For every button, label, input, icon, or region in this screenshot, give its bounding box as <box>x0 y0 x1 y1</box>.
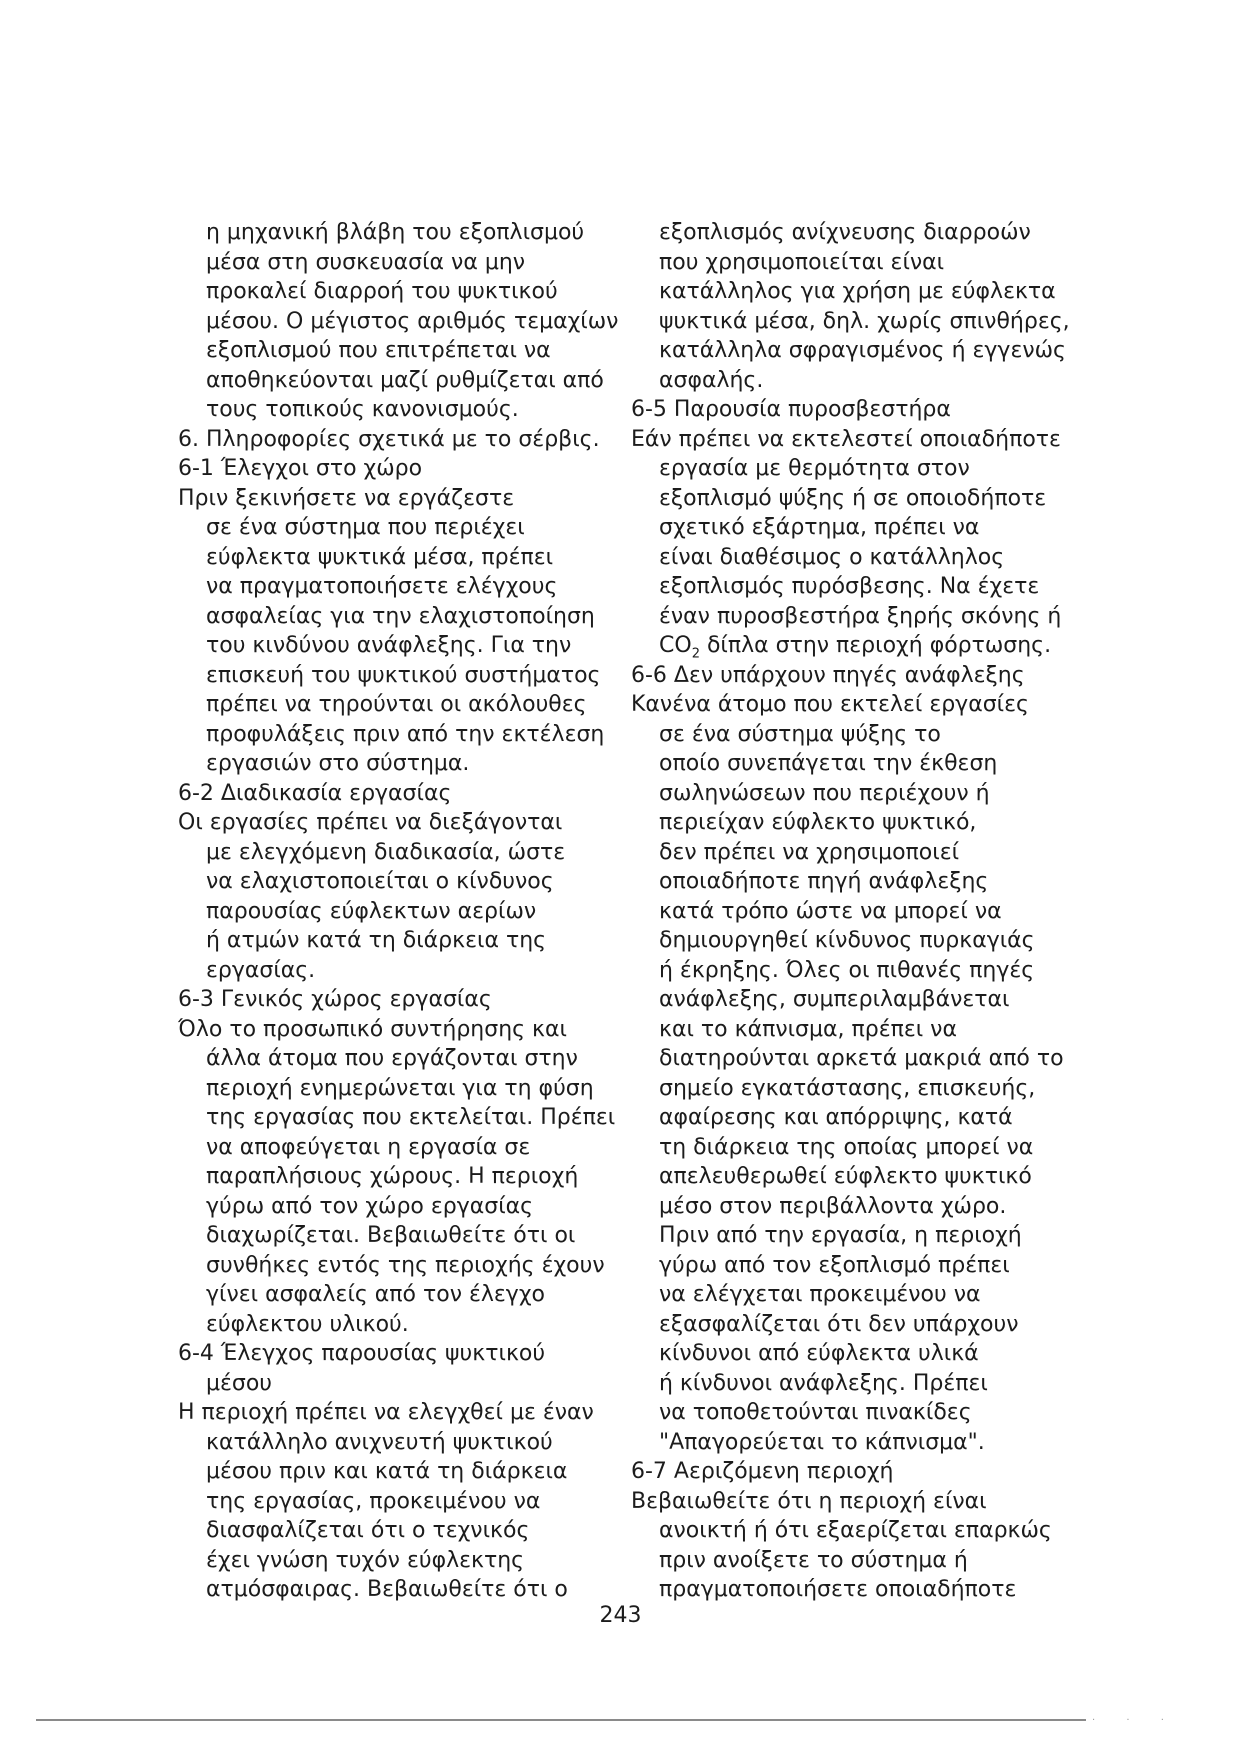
text-line: μέσου <box>206 1370 273 1396</box>
text-line: σχετικό εξάρτημα, πρέπει να <box>659 515 980 540</box>
text-line: 6-3 Γενικός χώρος εργασίας <box>178 987 492 1012</box>
text-line: επισκευή του ψυκτικού συστήματος <box>206 662 601 688</box>
text-line: γίνει ασφαλείς από τον έλεγχο <box>206 1282 545 1307</box>
text-line: σε ένα σύστημα που περιέχει <box>206 515 525 540</box>
text-line: να ελέγχεται προκειμένου να <box>659 1282 981 1307</box>
text-line: εργασίας. <box>206 957 316 983</box>
text-line: ατμόσφαιρας. Βεβαιωθείτε ότι ο <box>206 1577 568 1602</box>
text-line: αποθηκεύονται μαζί ρυθμίζεται από <box>206 367 604 393</box>
text-line: Βεβαιωθείτε ότι η περιοχή είναι <box>631 1488 987 1514</box>
text-line: εξασφαλίζεται ότι δεν υπάρχουν <box>659 1311 1019 1337</box>
text-line: που χρησιμοποιείται είναι <box>659 249 945 275</box>
text-line: Πριν από την εργασία, η περιοχή <box>659 1223 1022 1248</box>
text-line: και το κάπνισμα, πρέπει να <box>659 1016 957 1042</box>
text-line: Η περιοχή πρέπει να ελεγχθεί με έναν <box>178 1400 594 1425</box>
text-line: τους τοπικούς κανονισμούς. <box>206 397 519 422</box>
text-line: εργασία με θερμότητα στον <box>659 456 970 481</box>
text-line: διασφαλίζεται ότι ο τεχνικός <box>206 1518 530 1543</box>
text-line: πραγματοποιήσετε οποιαδήποτε <box>659 1577 1017 1602</box>
text-line: εξοπλισμού που επιτρέπεται να <box>206 338 551 363</box>
text-line: μέσου. Ο μέγιστος αριθμός τεμαχίων <box>206 308 619 334</box>
text-line: 6. Πληροφορίες σχετικά με το σέρβις. <box>178 426 600 452</box>
text-line: της εργασίας που εκτελείται. Πρέπει <box>206 1105 616 1130</box>
text-line: Εάν πρέπει να εκτελεστεί οποιαδήποτε <box>631 426 1061 452</box>
text-line: σε ένα σύστημα ψύξης το <box>659 721 941 747</box>
text-line: μέσου πριν και κατά τη διάρκεια <box>206 1459 568 1484</box>
text-line: άλλα άτομα που εργάζονται στην <box>206 1046 578 1071</box>
text-line: εξοπλισμός ανίχνευσης διαρροών <box>659 220 1031 245</box>
text-line: εύφλεκτα ψυκτικά μέσα, πρέπει <box>206 544 554 570</box>
text-line: 6-6 Δεν υπάρχουν πηγές ανάφλεξης <box>631 662 1025 688</box>
text-line: ανάφλεξης, συμπεριλαμβάνεται <box>659 987 1010 1012</box>
text-line: πρέπει να τηρούνται οι ακόλουθες <box>206 692 587 717</box>
text-line: πριν ανοίξετε το σύστημα ή <box>659 1547 968 1573</box>
text-line: περιοχή ενημερώνεται για τη φύση <box>206 1075 594 1101</box>
text-line: της εργασίας, προκειμένου να <box>206 1488 541 1514</box>
page-number: 243 <box>599 1603 642 1628</box>
text-line: Κανένα άτομο που εκτελεί εργασίες <box>631 692 1029 717</box>
text-line: να πραγματοποιήσετε ελέγχους <box>206 574 558 599</box>
text-line: ασφαλής. <box>659 367 764 393</box>
text-line: κατάλληλα σφραγισμένος ή εγγενώς <box>659 338 1066 363</box>
text-line: δεν πρέπει να χρησιμοποιεί <box>659 839 960 865</box>
text-line: κατά τρόπο ώστε να μπορεί να <box>659 898 1002 924</box>
text-line: σωληνώσεων που περιέχουν ή <box>659 780 990 806</box>
text-line: ψυκτικά μέσα, δηλ. χωρίς σπινθήρες, <box>659 308 1070 334</box>
text-line: κίνδυνοι από εύφλεκτα υλικά <box>659 1341 979 1366</box>
text-line: οποιαδήποτε πηγή ανάφλεξης <box>659 869 989 894</box>
text-line: 6-4 Έλεγχος παρουσίας ψυκτικού <box>178 1341 546 1366</box>
text-line: σημείο εγκατάστασης, επισκευής, <box>659 1075 1036 1101</box>
text-line: 6-7 Αεριζόμενη περιοχή <box>631 1459 894 1484</box>
text-line: προφυλάξεις πριν από την εκτέλεση <box>206 721 605 747</box>
text-line: είναι διαθέσιμος ο κατάλληλος <box>659 544 1005 570</box>
text-line: να τοποθετούνται πινακίδες <box>659 1400 972 1425</box>
text-line: διατηρούνται αρκετά μακριά από το <box>659 1046 1064 1071</box>
text-line: κατάλληλος για χρήση με εύφλεκτα <box>659 279 1056 304</box>
text-line: προκαλεί διαρροή του ψυκτικού <box>206 279 558 304</box>
text-line: "Απαγορεύεται το κάπνισμα". <box>659 1429 985 1455</box>
footer-rule <box>36 1719 1086 1721</box>
text-line: του κινδύνου ανάφλεξης. Για την <box>206 633 572 658</box>
text-line: $CO_2$ δίπλα στην περιοχή φόρτωσης. <box>659 633 1052 662</box>
text-line: ή κίνδυνοι ανάφλεξης. Πρέπει <box>659 1370 988 1396</box>
text-line: ή ατμών κατά τη διάρκεια της <box>206 928 547 953</box>
text-line: με ελεγχόμενη διαδικασία, ώστε <box>206 839 566 865</box>
text-line: ασφαλείας για την ελαχιστοποίηση <box>206 603 595 629</box>
right-column <box>631 218 1101 1605</box>
text-line: Πριν ξεκινήσετε να εργάζεστε <box>178 485 515 511</box>
text-line: 6-2 Διαδικασία εργασίας <box>178 780 452 806</box>
text-line: γύρω από τον χώρο εργασίας <box>206 1193 534 1219</box>
text-line: Όλο το προσωπικό συντήρησης και <box>178 1016 567 1042</box>
text-line: κατάλληλο ανιχνευτή ψυκτικού <box>206 1429 553 1455</box>
text-line: εύφλεκτου υλικού. <box>206 1311 409 1337</box>
text-line: τη διάρκεια της οποίας μπορεί να <box>659 1134 1034 1160</box>
footer-marks: . . . <box>1092 1712 1178 1723</box>
text-line: έχει γνώση τυχόν εύφλεκτης <box>206 1547 525 1573</box>
text-line: συνθήκες εντός της περιοχής έχουν <box>206 1252 605 1278</box>
text-line: μέσο στον περιβάλλοντα χώρο. <box>659 1193 1007 1219</box>
text-line: ή έκρηξης. Όλες οι πιθανές πηγές <box>659 957 1035 983</box>
text-line: ανοικτή ή ότι εξαερίζεται επαρκώς <box>659 1518 1052 1543</box>
text-line: Οι εργασίες πρέπει να διεξάγονται <box>178 810 563 835</box>
text-line: περιείχαν εύφλεκτο ψυκτικό, <box>659 810 977 835</box>
text-line: διαχωρίζεται. Βεβαιωθείτε ότι οι <box>206 1223 576 1248</box>
text-line: γύρω από τον εξοπλισμό πρέπει <box>659 1252 1010 1278</box>
text-line: αφαίρεσης και απόρριψης, κατά <box>659 1105 1013 1130</box>
text-line: απελευθερωθεί εύφλεκτο ψυκτικό <box>659 1164 1032 1189</box>
text-line: έναν πυροσβεστήρα ξηρής σκόνης ή <box>659 603 1062 629</box>
text-line: οποίο συνεπάγεται την έκθεση <box>659 751 998 776</box>
left-column <box>178 218 648 1605</box>
text-line: εργασιών στο σύστημα. <box>206 751 470 776</box>
text-line: η μηχανική βλάβη του εξοπλισμού <box>206 220 585 245</box>
text-line: να ελαχιστοποιείται ο κίνδυνος <box>206 869 554 894</box>
text-line: 6-5 Παρουσία πυροσβεστήρα <box>631 397 951 422</box>
text-line: να αποφεύγεται η εργασία σε <box>206 1134 531 1160</box>
subscript: 2 <box>691 646 700 662</box>
text-line: παρουσίας εύφλεκτων αερίων <box>206 898 537 924</box>
text-line: παραπλήσιους χώρους. Η περιοχή <box>206 1164 579 1189</box>
text-line: εξοπλισμός πυρόσβεσης. Να έχετε <box>659 574 1040 599</box>
text-line: εξοπλισμό ψύξης ή σε οποιοδήποτε <box>659 485 1047 511</box>
text-line: δημιουργηθεί κίνδυνος πυρκαγιάς <box>659 928 1035 953</box>
text-line: μέσα στη συσκευασία να μην <box>206 249 526 275</box>
text-line: 6-1 Έλεγχοι στο χώρο <box>178 456 423 481</box>
